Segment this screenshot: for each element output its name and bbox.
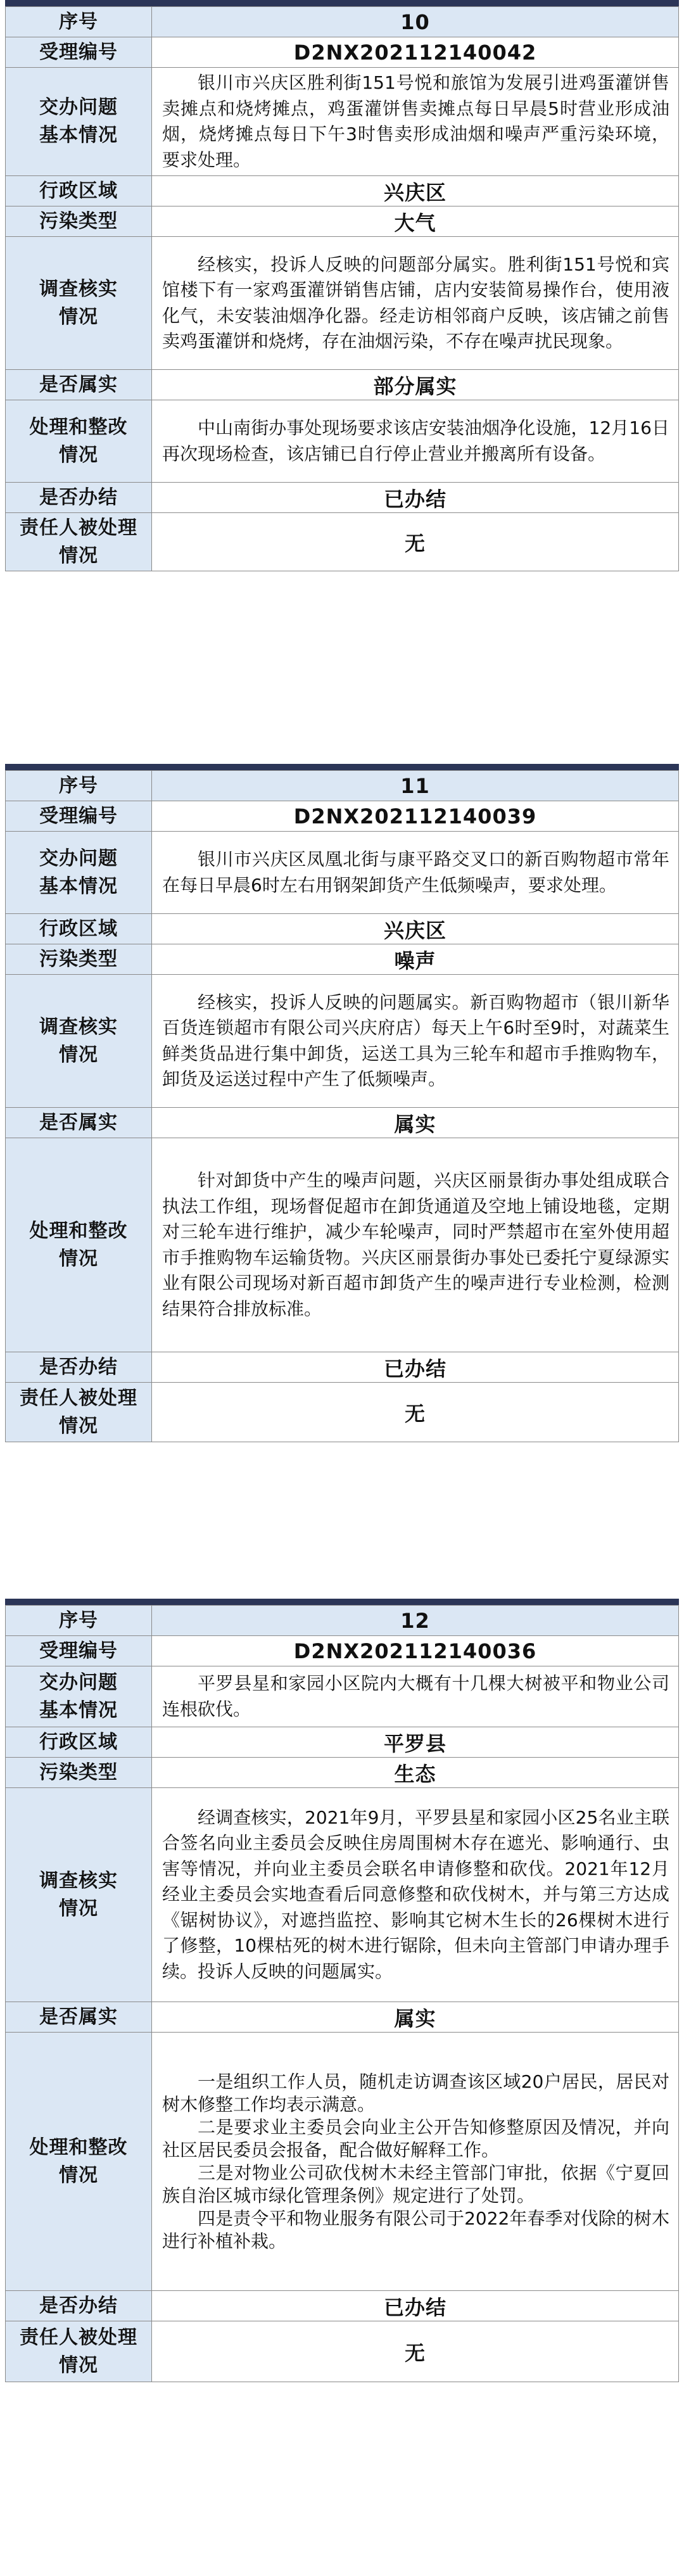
row-done	[6, 1352, 679, 1383]
issue-value	[152, 68, 679, 176]
handling-text: 针对卸货中产生的噪声问题，兴庆区丽景街办事处组成联合执法工作组，现场督促超市在卸货通道及空地上铺设地毯，定期对三轮车进行维护，减少车轮噪声，同时严禁超市在室外使用超市手推购物车运输货物。兴庆区丽景街办事处已委托宁夏绿源实业有限公司现场对新百超市卸货产生的噪声进行专业检测，检测结果符合排放标准。	[162, 1170, 669, 1319]
issue-label	[6, 1666, 152, 1727]
investigation-label-text: 调查核实情况	[39, 277, 118, 328]
true-value: 属实	[152, 1108, 679, 1138]
done-label: 是否办结	[6, 2291, 152, 2321]
row-district	[6, 1727, 679, 1758]
investigation-label	[6, 975, 152, 1108]
district-label: 行政区域	[6, 1727, 152, 1758]
row-investigation	[6, 1788, 679, 2002]
row-id	[6, 1636, 679, 1666]
done-value: 已办结	[152, 483, 679, 513]
handling-item-3: 三是对物业公司砍伐树木未经主管部门审批，依据《宁夏回族自治区城市绿化管理条例》规定进行了处罚。	[162, 2162, 669, 2206]
id-value: D2NX202112140036	[152, 1636, 679, 1666]
issue-label-text: 交办问题基本情况	[39, 1671, 118, 1722]
handling-label	[6, 1138, 152, 1352]
handling-value	[152, 400, 679, 483]
type-label: 污染类型	[6, 206, 152, 237]
row-handling	[6, 400, 679, 483]
district-value: 兴庆区	[152, 176, 679, 206]
seq-label: 序号	[6, 771, 152, 801]
investigation-label	[6, 237, 152, 370]
investigation-label-text: 调查核实情况	[39, 1869, 118, 1920]
issue-value	[152, 832, 679, 914]
investigation-text: 经调查核实，2021年9月，平罗县星和家园小区25名业主联合签名向业主委员会反映住房周围树木存在遮光、影响通行、虫害等情况，并向业主委员会联名申请修整和砍伐。2021年12月经业主委员会实地查看后同意修整和砍伐树木，并与第三方达成《锯树协议》，对遮挡监控、影响其它树木生长的26棵树木进行了修整，10棵枯死的树木进行锯除，但未向主管部门申请办理手续。投诉人反映的问题属实。	[162, 1806, 669, 1982]
row-id	[6, 37, 679, 68]
district-label: 行政区域	[6, 914, 152, 944]
issue-text: 平罗县星和家园小区院内大概有十几棵大树被平和物业公司连根砍伐。	[162, 1673, 669, 1720]
row-seq	[6, 7, 679, 37]
issue-label	[6, 68, 152, 176]
handling-item-2: 二是要求业主委员会向业主公开告知修整原因及情况，并向社区居民委员会报备，配合做好解释工作。	[162, 2116, 669, 2160]
row-district	[6, 176, 679, 206]
true-label: 是否属实	[6, 1108, 152, 1138]
investigation-label	[6, 1788, 152, 2002]
investigation-text: 经核实，投诉人反映的问题部分属实。胜利街151号悦和宾馆楼下有一家鸡蛋灌饼销售店铺，店内安装简易操作台，使用液化气，未安装油烟净化器。经走访相邻商户反映，该店铺之前售卖鸡蛋灌饼和烧烤，存在油烟污染，不存在噪声扰民现象。	[162, 253, 669, 352]
seq-label: 序号	[6, 7, 152, 37]
type-value: 生态	[152, 1758, 679, 1788]
true-value: 部分属实	[152, 370, 679, 400]
row-handling	[6, 2033, 679, 2291]
id-label: 受理编号	[6, 1636, 152, 1666]
done-value: 已办结	[152, 1352, 679, 1383]
type-label: 污染类型	[6, 944, 152, 975]
investigation-value	[152, 237, 679, 370]
row-handling	[6, 1138, 679, 1352]
record-card-12	[5, 1599, 679, 2382]
seq-value: 12	[152, 1606, 679, 1636]
row-type	[6, 1758, 679, 1788]
row-id	[6, 801, 679, 832]
id-value: D2NX202112140042	[152, 37, 679, 68]
record-table	[5, 1605, 679, 2382]
row-issue	[6, 68, 679, 176]
handling-label	[6, 2033, 152, 2291]
handling-text: 中山南街办事处现场要求该店安装油烟净化设施，12月16日再次现场检查，该店铺已自行停止营业并搬离所有设备。	[162, 417, 669, 464]
issue-text: 银川市兴庆区凤凰北街与康平路交叉口的新百购物超市常年在每日早晨6时左右用钢架卸货产生低频噪声，要求处理。	[162, 849, 669, 896]
row-done	[6, 483, 679, 513]
handling-item-1: 一是组织工作人员，随机走访调查该区域20户居民，居民对树木修整工作均表示满意。	[162, 2071, 669, 2115]
row-investigation	[6, 237, 679, 370]
seq-value: 11	[152, 771, 679, 801]
row-done	[6, 2291, 679, 2321]
seq-value: 10	[152, 7, 679, 37]
row-seq	[6, 1606, 679, 1636]
row-investigation	[6, 975, 679, 1108]
id-label: 受理编号	[6, 37, 152, 68]
row-type	[6, 944, 679, 975]
row-true	[6, 2002, 679, 2033]
id-label: 受理编号	[6, 801, 152, 832]
row-seq	[6, 771, 679, 801]
true-label: 是否属实	[6, 2002, 152, 2033]
district-label: 行政区域	[6, 176, 152, 206]
issue-value	[152, 1666, 679, 1727]
record-card-11	[5, 764, 679, 1442]
district-value: 兴庆区	[152, 914, 679, 944]
resp-value: 无	[152, 513, 679, 571]
handling-label-text: 处理和整改情况	[29, 416, 128, 466]
row-resp	[6, 1383, 679, 1442]
id-value: D2NX202112140039	[152, 801, 679, 832]
investigation-label-text: 调查核实情况	[39, 1015, 118, 1066]
row-issue	[6, 832, 679, 914]
handling-value	[152, 2033, 679, 2291]
handling-label-text: 处理和整改情况	[29, 1219, 128, 1270]
type-value: 噪声	[152, 944, 679, 975]
handling-value	[152, 1138, 679, 1352]
row-type	[6, 206, 679, 237]
true-label: 是否属实	[6, 370, 152, 400]
resp-value: 无	[152, 2321, 679, 2382]
handling-label	[6, 400, 152, 483]
done-value: 已办结	[152, 2291, 679, 2321]
issue-label-text: 交办问题基本情况	[39, 847, 118, 898]
resp-label-text: 责任人被处理情况	[20, 2326, 137, 2376]
investigation-text: 经核实，投诉人反映的问题属实。新百购物超市（银川新华百货连锁超市有限公司兴庆府店）每天上午6时至9时，对蔬菜生鲜类货品进行集中卸货，运送工具为三轮车和超市手推购物车，卸货及运送过程中产生了低频噪声。	[162, 991, 669, 1089]
handling-item-4: 四是责令平和物业服务有限公司于2022年春季对伐除的树木进行补植补栽。	[162, 2207, 669, 2252]
issue-text: 银川市兴庆区胜利街151号悦和旅馆为发展引进鸡蛋灌饼售卖摊点和烧烤摊点，鸡蛋灌饼售卖摊点每日早晨5时营业形成油烟，烧烤摊点每日下午3时售卖形成油烟和噪声严重污染环境，要求处理。	[162, 72, 669, 170]
resp-label	[6, 1383, 152, 1442]
seq-label: 序号	[6, 1606, 152, 1636]
resp-label	[6, 2321, 152, 2382]
true-value: 属实	[152, 2002, 679, 2033]
row-issue	[6, 1666, 679, 1727]
handling-label-text: 处理和整改情况	[29, 2136, 128, 2186]
row-resp	[6, 2321, 679, 2382]
type-label: 污染类型	[6, 1758, 152, 1788]
record-card-10	[5, 0, 679, 571]
district-value: 平罗县	[152, 1727, 679, 1758]
resp-label-text: 责任人被处理情况	[20, 516, 137, 567]
record-table	[5, 770, 679, 1442]
record-table	[5, 6, 679, 571]
investigation-value	[152, 975, 679, 1108]
row-district	[6, 914, 679, 944]
issue-label	[6, 832, 152, 914]
type-value: 大气	[152, 206, 679, 237]
resp-value: 无	[152, 1383, 679, 1442]
resp-label-text: 责任人被处理情况	[20, 1386, 137, 1437]
done-label: 是否办结	[6, 483, 152, 513]
done-label: 是否办结	[6, 1352, 152, 1383]
row-true	[6, 1108, 679, 1138]
investigation-value	[152, 1788, 679, 2002]
resp-label	[6, 513, 152, 571]
row-true	[6, 370, 679, 400]
issue-label-text: 交办问题基本情况	[39, 96, 118, 146]
row-resp	[6, 513, 679, 571]
